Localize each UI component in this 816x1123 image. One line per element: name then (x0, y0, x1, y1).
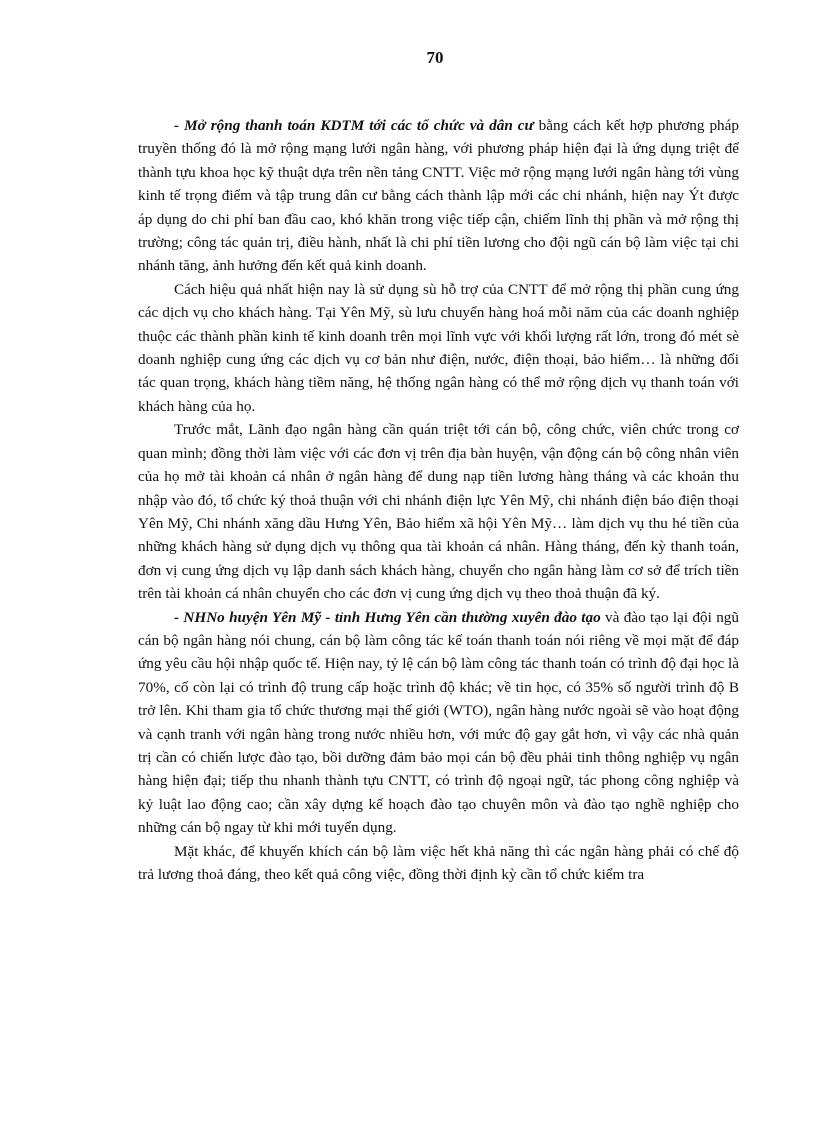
paragraph (138, 606, 739, 840)
paragraph-lead: - NHNo huyện Yên Mỹ - tỉnh Hưng Yên cần thường xuyên đào tạo (174, 608, 601, 626)
paragraph-text: và đào tạo lại đội ngũ cán bộ ngân hàng nói chung, cán bộ làm công tác kế toán thanh toán nói riêng về mọi mặt để đáp ứng yêu cầu hội nhập quốc tế. Hiện nay, tỷ lệ cán bộ làm công tác thanh toán có trình độ đại học là 70%, cố còn lại có trình độ trung cấp hoặc trình độ khác; về tin học, có 35% số người trình độ B trở lên. Khi tham gia tổ chức thương mại thế giới (WTO), ngân hàng nước ngoài sẽ vào hoạt động và cạnh tranh với ngân hàng trong nước nhiều hơn, với mức độ gay gắt hơn, vì vậy các nhà quản trị cần có chiến lược đào tạo, bồi dưỡng đảm bảo mọi cán bộ đều phải tinh thông nghiệp vụ ngân hàng hiện đại; tiếp thu nhanh thành tựu CNTT, có trình độ ngoại ngữ, tác phong công nghiệp và kỷ luật lao động cao; cần xây dựng kế hoạch đào tạo chuyên môn và đào tạo nghề nghiệp cho những cán bộ ngay từ khi mới tuyển dụng. (138, 608, 739, 837)
paragraph (138, 278, 739, 418)
document-body (138, 114, 739, 886)
paragraph-lead: - Mở rộng thanh toán KDTM tới các tổ chức và dân cư (174, 117, 534, 134)
paragraph-text: Mặt khác, để khuyến khích cán bộ làm việc hết khả năng thì các ngân hàng phải có chế độ trả lương thoả đáng, theo kết quả công việc, đồng thời định kỳ cần tổ chức kiểm tra (138, 842, 739, 883)
paragraph-text: bằng cách kết hợp phương pháp truyền thống đó là mở rộng mạng lưới ngân hàng, với phương pháp hiện đại là ứng dụng triệt để thành tựu khoa học kỹ thuật dựa trên nền tảng CNTT. Việc mở rộng mạng lưới ngân hàng tới vùng kinh tế trọng điểm và tập trung dân cư bằng cách thành lập mới các chi nhánh, hiện nay Ýt được áp dụng do chi phí ban đầu cao, khó khăn trong việc tiếp cận, chiếm lĩnh thị phần và mở rộng thị trường; công tác quản trị, điều hành, nhất là chi phí tiền lương cho đội ngũ cán bộ làm việc tại chi nhánh tăng, ảnh hưởng đến kết quả kinh doanh. (138, 117, 739, 275)
paragraph (138, 418, 739, 605)
page-number: 70 (426, 48, 444, 67)
paragraph (138, 840, 739, 887)
paragraph-text: Trước mắt, Lãnh đạo ngân hàng cần quán triệt tới cán bộ, công chức, viên chức trong cơ quan mình; đồng thời làm việc với các đơn vị trên địa bàn huyện, vận động cán bộ công nhân viên của họ mở tài khoản cá nhân ở ngân hàng để dung nạp tiền lương hàng tháng và các khoản thu nhập vào đó, tổ chức ký thoả thuận với chi nhánh điện lực Yên Mỹ, chi nhánh điện báo điện thoại Yên Mỹ, Chi nhánh xăng dầu Hưng Yên, Bảo hiểm xã hội Yên Mỹ… làm dịch vụ thu hé tiền của những khách hàng sử dụng dịch vụ thông qua tài khoản cá nhân. Hàng tháng, đến kỳ thanh toán, đơn vị cung ứng dịch vụ lập danh sách khách hàng, chuyển cho ngân hàng làm cơ sở để trích tiền trên tài khoản cá nhân chuyển cho các đơn vị cung ứng dịch vụ theo thoả thuận đã ký. (138, 421, 739, 603)
paragraph-text: Cách hiệu quả nhất hiện nay là sử dụng sù hỗ trợ của CNTT để mở rộng thị phần cung ứng các dịch vụ cho khách hàng. Tại Yên Mỹ, sù lưu chuyển hàng hoá mỗi năm của các doanh nghiệp thuộc các thành phần kinh tế kinh doanh trên mọi lĩnh vực với khối lượng rất lớn, trong đó mét sè doanh nghiệp cung ứng các dịch vụ cơ bản như điện, nước, điện thoại, bảo hiểm… là những đối tác quan trọng, khách hàng tiềm năng, hệ thống ngân hàng có thể mở rộng dịch vụ thanh toán với khách hàng của họ. (138, 280, 739, 415)
paragraph (138, 114, 739, 278)
